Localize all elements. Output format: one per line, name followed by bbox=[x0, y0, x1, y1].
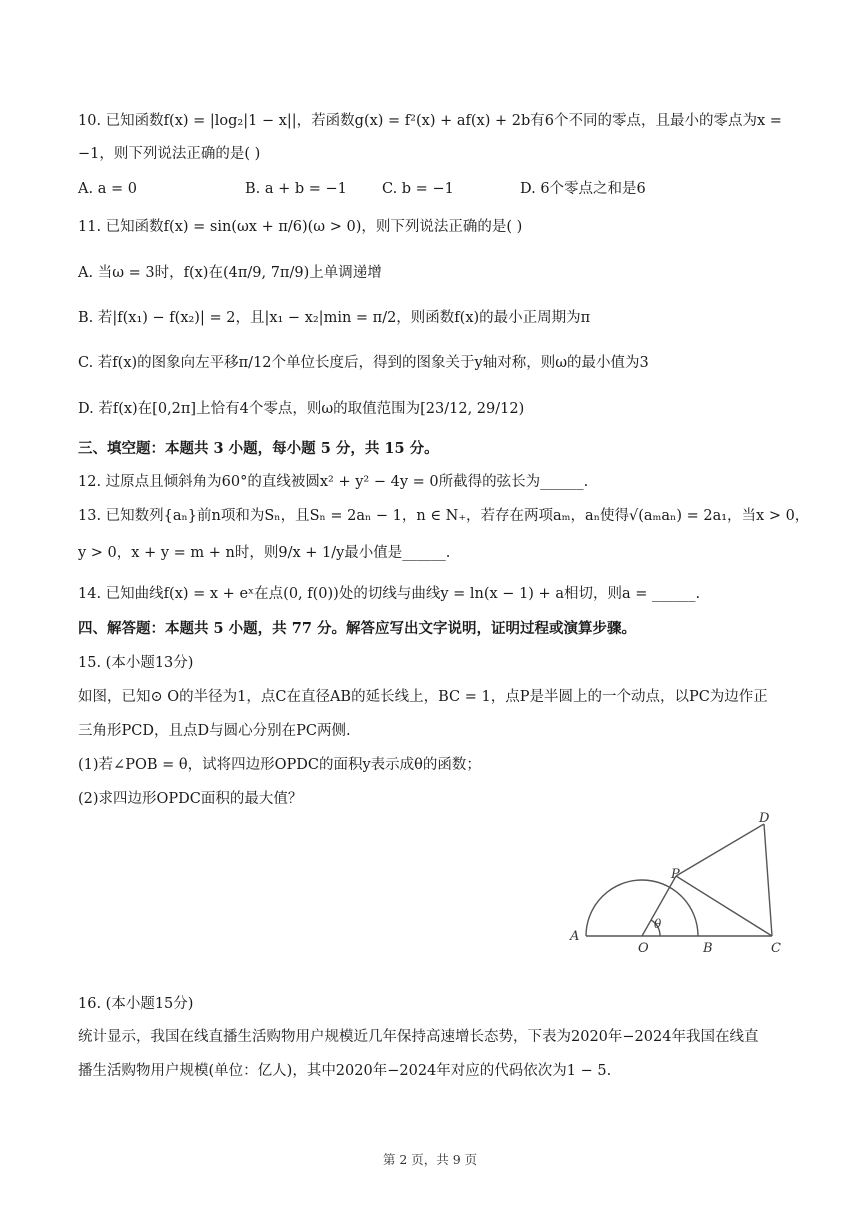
label-d: D bbox=[759, 811, 770, 826]
label-theta: θ bbox=[654, 917, 662, 931]
page-footer: 第 2 页，共 9 页 bbox=[382, 1152, 478, 1167]
q11-stem: 11. 已知函数f(x) = sin(ωx + π/6)(ω > 0)，则下列说法正确的是( ) bbox=[78, 219, 523, 235]
geometry-figure bbox=[560, 808, 790, 958]
semicircle-arc bbox=[586, 880, 698, 936]
q11-option-b: B. 若|f(x₁) − f(x₂)| = 2，且|x₁ − x₂|min = π/2，则函数f(x)的最小正周期为π bbox=[78, 310, 591, 326]
label-c: C bbox=[771, 941, 781, 956]
q15-line1: 如图，已知⊙ O的半径为1，点C在直径AB的延长线上，BC = 1，点P是半圆上的一个动点，以PC为边作正 bbox=[78, 689, 768, 705]
q15-header: 15. (本小题13分) bbox=[78, 655, 194, 671]
q10-option-c: C. b = −1 bbox=[382, 181, 454, 197]
label-o: O bbox=[638, 941, 649, 956]
q10-option-a: A. a = 0 bbox=[78, 181, 137, 197]
segment-pc bbox=[676, 876, 772, 936]
q14: 14. 已知曲线f(x) = x + eˣ在点(0, f(0))处的切线与曲线y = ln(x − 1) + a相切，则a = ______. bbox=[78, 586, 701, 602]
q11-option-c: C. 若f(x)的图象向左平移π/12个单位长度后，得到的图象关于y轴对称，则ω的最小值为3 bbox=[78, 355, 649, 371]
segment-pd bbox=[676, 824, 764, 876]
q12: 12. 过原点且倾斜角为60°的直线被圆x² + y² − 4y = 0所截得的弦长为______. bbox=[78, 474, 589, 490]
segment-dc bbox=[764, 824, 772, 936]
q15-part1: (1)若∠POB = θ，试将四边形OPDC的面积y表示成θ的函数； bbox=[78, 757, 481, 773]
q13-line1: 13. 已知数列{aₙ}前n项和为Sₙ，且Sₙ = 2aₙ − 1，n ∈ N₊，若存在两项aₘ，aₙ使得√(aₘaₙ) = 2a₁，当x > 0， bbox=[78, 508, 810, 524]
q15-part2: (2)求四边形OPDC面积的最大值？ bbox=[78, 791, 303, 807]
q10-option-b: B. a + b = −1 bbox=[245, 181, 347, 197]
q10-line2: −1，则下列说法正确的是( ) bbox=[78, 146, 261, 162]
q15-line2: 三角形PCD，且点D与圆心分别在PC两侧. bbox=[78, 723, 351, 739]
q10-line1: 10. 已知函数f(x) = |log₂|1 − x||，若函数g(x) = f²(x) + af(x) + 2b有6个不同的零点，且最小的零点为x = bbox=[78, 113, 782, 129]
label-p: P bbox=[671, 867, 680, 882]
q16-header: 16. (本小题15分) bbox=[78, 996, 194, 1012]
q16-line1: 统计显示，我国在线直播生活购物用户规模近几年保持高速增长态势，下表为2020年−2024年我国在线直 bbox=[78, 1029, 759, 1045]
q16-line2: 播生活购物用户规模(单位：亿人)，其中2020年−2024年对应的代码依次为1 − 5. bbox=[78, 1063, 612, 1079]
q11-option-d: D. 若f(x)在[0,2π]上恰有4个零点，则ω的取值范围为[23/12, 29/12) bbox=[78, 401, 525, 417]
section-4-heading: 四、解答题：本题共 5 小题，共 77 分。解答应写出文字说明，证明过程或演算步骤。 bbox=[78, 620, 636, 637]
label-b: B bbox=[703, 941, 713, 956]
q10-option-d: D. 6个零点之和是6 bbox=[520, 181, 646, 197]
q11-option-a: A. 当ω = 3时，f(x)在(4π/9, 7π/9)上单调递增 bbox=[78, 265, 382, 281]
q13-line2: y > 0，x + y = m + n时，则9/x + 1/y最小值是______. bbox=[78, 545, 451, 561]
section-3-heading: 三、填空题：本题共 3 小题，每小题 5 分，共 15 分。 bbox=[78, 440, 439, 457]
label-a: A bbox=[570, 929, 580, 944]
